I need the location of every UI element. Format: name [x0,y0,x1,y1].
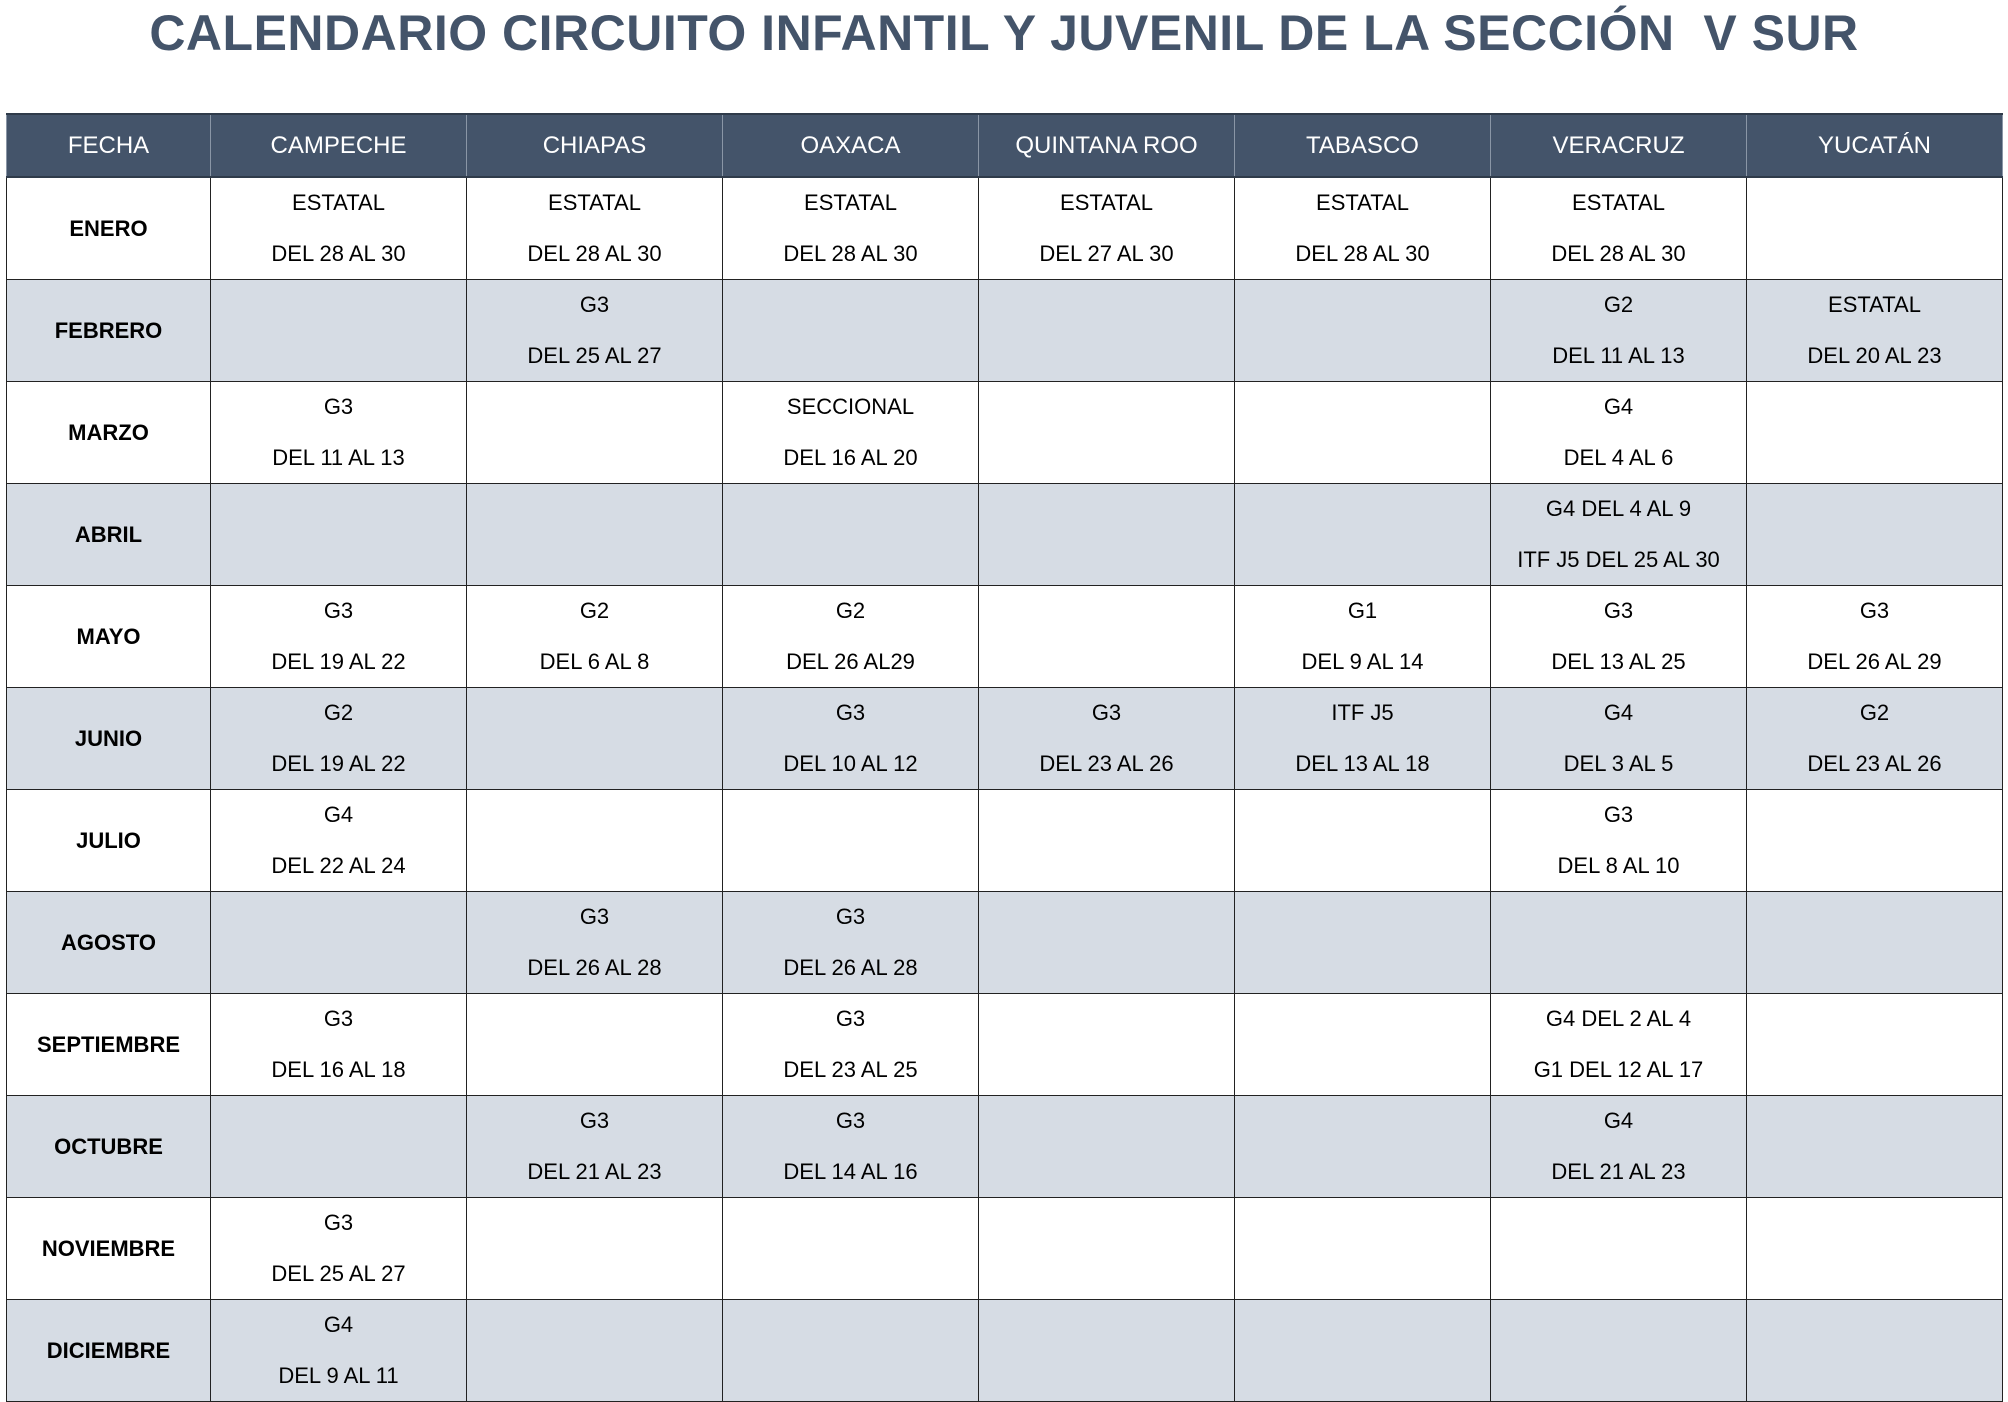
table-row [7,382,2003,484]
cell-yucatan [1747,1198,2003,1300]
header-oaxaca: OAXACA [723,114,979,177]
cell-oaxaca [723,790,979,892]
cell-quintana-roo [979,1198,1235,1300]
event-label: G4 [323,1312,354,1337]
event-label: G2 [835,598,866,623]
event-label [211,904,466,930]
cell-quintana-roo [979,382,1235,484]
event-dates: DEL 11 AL 13 [272,445,405,470]
event-dates [979,649,1234,675]
cell-chiapas [467,1300,723,1402]
cell-yucatan [1747,280,2003,382]
event-dates [1491,1261,1746,1287]
event-dates: DEL 21 AL 23 [527,1159,662,1184]
month-label: SEPTIEMBRE [7,994,211,1096]
cell-tabasco [1235,1198,1491,1300]
cell-campeche [211,586,467,688]
event-dates [1235,1261,1490,1287]
cell-oaxaca [723,1198,979,1300]
event-label [1235,394,1490,420]
cell-oaxaca [723,994,979,1096]
month-label: DICIEMBRE [7,1300,211,1402]
event-dates [723,853,978,879]
event-dates [1747,445,2002,471]
event-label [1235,802,1490,828]
cell-veracruz [1491,280,1747,382]
event-dates: DEL 26 AL 28 [783,955,918,980]
event-dates [467,853,722,879]
cell-veracruz [1491,382,1747,484]
cell-quintana-roo [979,1300,1235,1402]
event-label: G4 [1603,1108,1634,1133]
event-dates [1747,241,2002,267]
event-dates [979,1363,1234,1389]
event-dates [1235,1159,1490,1185]
cell-campeche [211,892,467,994]
cell-veracruz [1491,688,1747,790]
event-label: G3 [323,1006,354,1031]
cell-tabasco [1235,382,1491,484]
event-label: ESTATAL [1060,190,1153,215]
cell-quintana-roo [979,280,1235,382]
event-label [467,802,722,828]
event-label [467,496,722,522]
event-dates [467,547,722,573]
cell-quintana-roo [979,484,1235,586]
event-dates [1491,955,1746,981]
cell-campeche [211,484,467,586]
event-label: G2 [1603,292,1634,317]
cell-tabasco [1235,586,1491,688]
event-dates [467,751,722,777]
event-label [979,598,1234,624]
event-label: G4 [323,802,354,827]
event-dates: DEL 9 AL 11 [278,1363,399,1388]
event-dates: DEL 23 AL 26 [1039,751,1174,776]
table-row [7,1300,2003,1402]
event-label [723,1210,978,1236]
event-label: ESTATAL [1828,292,1921,317]
event-dates: DEL 16 AL 18 [271,1057,406,1082]
cell-oaxaca [723,1300,979,1402]
event-label [467,700,722,726]
event-dates: DEL 20 AL 23 [1807,343,1942,368]
event-label: ITF J5 [1331,700,1394,725]
table-row [7,1198,2003,1300]
event-dates: DEL 6 AL 8 [539,649,650,674]
event-label [723,1312,978,1338]
header-campeche: CAMPECHE [211,114,467,177]
event-label [1235,904,1490,930]
cell-quintana-roo [979,790,1235,892]
event-dates: DEL 10 AL 12 [783,751,918,776]
event-dates [723,1363,978,1389]
event-label: G3 [835,1006,866,1031]
cell-chiapas [467,382,723,484]
cell-oaxaca [723,382,979,484]
cell-chiapas [467,994,723,1096]
cell-campeche [211,688,467,790]
month-label: NOVIEMBRE [7,1198,211,1300]
cell-chiapas [467,688,723,790]
event-dates [979,1057,1234,1083]
cell-campeche [211,1096,467,1198]
cell-yucatan [1747,586,2003,688]
event-dates: DEL 19 AL 22 [271,751,406,776]
month-label: AGOSTO [7,892,211,994]
event-dates [1747,853,2002,879]
event-label [723,496,978,522]
event-label [1235,496,1490,522]
event-dates: DEL 22 AL 24 [271,853,406,878]
event-label: ESTATAL [292,190,385,215]
event-label [1747,496,2002,522]
cell-chiapas [467,790,723,892]
table-row [7,994,2003,1096]
cell-veracruz [1491,586,1747,688]
header-fecha: FECHA [7,114,211,177]
event-label [1747,904,2002,930]
cell-yucatan [1747,382,2003,484]
event-label: G4 [1603,700,1634,725]
event-dates [979,547,1234,573]
event-dates [1235,1363,1490,1389]
event-label [1235,1210,1490,1236]
event-label: G3 [579,1108,610,1133]
event-dates: DEL 8 AL 10 [1557,853,1680,878]
cell-veracruz [1491,892,1747,994]
event-dates: DEL 19 AL 22 [271,649,406,674]
event-label [979,1108,1234,1134]
cell-chiapas [467,586,723,688]
event-dates [211,1159,466,1185]
event-dates: DEL 28 AL 30 [1551,241,1686,266]
event-dates [979,853,1234,879]
event-label [467,394,722,420]
cell-yucatan [1747,790,2003,892]
event-dates [723,547,978,573]
cell-oaxaca [723,586,979,688]
event-dates [1747,1159,2002,1185]
cell-oaxaca [723,177,979,280]
header-quintana-roo: QUINTANA ROO [979,114,1235,177]
event-dates: DEL 23 AL 25 [783,1057,918,1082]
event-dates: DEL 21 AL 23 [1551,1159,1686,1184]
event-dates [467,1363,722,1389]
event-dates: DEL 28 AL 30 [1295,241,1430,266]
event-label [1491,904,1746,930]
cell-veracruz [1491,1198,1747,1300]
month-label: JUNIO [7,688,211,790]
cell-veracruz [1491,1300,1747,1402]
event-label: G4 DEL 2 AL 4 [1545,1006,1692,1031]
event-label [1491,1312,1746,1338]
cell-campeche [211,790,467,892]
cell-campeche [211,1300,467,1402]
cell-tabasco [1235,1300,1491,1402]
event-label: G3 [1603,802,1634,827]
cell-campeche [211,280,467,382]
event-dates: DEL 11 AL 13 [1552,343,1685,368]
event-dates: DEL 28 AL 30 [783,241,918,266]
event-label [979,802,1234,828]
event-label: G3 [323,598,354,623]
event-dates: DEL 16 AL 20 [783,445,918,470]
event-dates [979,955,1234,981]
event-dates [1235,445,1490,471]
event-dates: ITF J5 DEL 25 AL 30 [1517,547,1720,572]
event-dates [211,547,466,573]
event-label: G3 [579,904,610,929]
event-dates: DEL 27 AL 30 [1039,241,1174,266]
event-dates [1491,1363,1746,1389]
cell-quintana-roo [979,994,1235,1096]
month-label: FEBRERO [7,280,211,382]
event-dates [467,445,722,471]
event-label [979,394,1234,420]
cell-chiapas [467,280,723,382]
event-label [1747,1006,2002,1032]
cell-oaxaca [723,280,979,382]
event-label: G3 [1603,598,1634,623]
event-dates: DEL 13 AL 18 [1295,751,1430,776]
page-title: CALENDARIO CIRCUITO INFANTIL Y JUVENIL DE LA SECCIÓN V SUR [149,5,1859,61]
event-label: ESTATAL [1316,190,1409,215]
event-label: G2 [579,598,610,623]
cell-oaxaca [723,484,979,586]
event-label [211,292,466,318]
month-label: MARZO [7,382,211,484]
event-label [1747,190,2002,216]
event-label [1747,1210,2002,1236]
header-chiapas: CHIAPAS [467,114,723,177]
event-label [723,802,978,828]
event-dates: DEL 25 AL 27 [271,1261,406,1286]
event-dates [467,1057,722,1083]
event-dates [1747,955,2002,981]
event-label [979,1210,1234,1236]
cell-chiapas [467,177,723,280]
event-dates [211,955,466,981]
table-row [7,280,2003,382]
cell-campeche [211,177,467,280]
cell-chiapas [467,1096,723,1198]
event-label: SECCIONAL [786,394,915,419]
event-label: G2 [323,700,354,725]
cell-campeche [211,994,467,1096]
cell-yucatan [1747,1096,2003,1198]
header-row [7,114,2003,177]
event-label: G4 DEL 4 AL 9 [1545,496,1692,521]
event-dates: DEL 4 AL 6 [1563,445,1674,470]
event-label: ESTATAL [548,190,641,215]
event-dates [467,1261,722,1287]
event-dates: DEL 28 AL 30 [527,241,662,266]
event-label: ESTATAL [1572,190,1665,215]
event-dates [211,343,466,369]
month-label: OCTUBRE [7,1096,211,1198]
header-tabasco: TABASCO [1235,114,1491,177]
table-row [7,484,2003,586]
event-dates [1235,853,1490,879]
event-dates [723,343,978,369]
month-label: ABRIL [7,484,211,586]
event-dates [1235,547,1490,573]
event-label [979,1006,1234,1032]
cell-veracruz [1491,790,1747,892]
event-label [1235,1006,1490,1032]
cell-yucatan [1747,1300,2003,1402]
event-dates [1747,1261,2002,1287]
event-label [1235,1312,1490,1338]
event-dates [1747,1057,2002,1083]
cell-tabasco [1235,484,1491,586]
cell-veracruz [1491,1096,1747,1198]
event-dates: G1 DEL 12 AL 17 [1533,1057,1704,1082]
event-label [1747,394,2002,420]
cell-tabasco [1235,790,1491,892]
event-label [211,1108,466,1134]
cell-campeche [211,1198,467,1300]
event-dates [979,343,1234,369]
cell-oaxaca [723,688,979,790]
cell-tabasco [1235,994,1491,1096]
event-dates: DEL 9 AL 14 [1301,649,1424,674]
event-label: G1 [1347,598,1378,623]
event-label [1491,1210,1746,1236]
event-label: G3 [1859,598,1890,623]
cell-quintana-roo [979,586,1235,688]
cell-quintana-roo [979,1096,1235,1198]
cell-yucatan [1747,688,2003,790]
event-label [723,292,978,318]
event-label [467,1312,722,1338]
event-label: G3 [323,394,354,419]
cell-quintana-roo [979,177,1235,280]
cell-oaxaca [723,892,979,994]
event-label [1747,1108,2002,1134]
event-label [979,1312,1234,1338]
event-label [467,1006,722,1032]
event-dates: DEL 26 AL29 [786,649,915,674]
event-label: G3 [835,904,866,929]
event-label: G3 [579,292,610,317]
event-dates: DEL 25 AL 27 [527,343,662,368]
cell-yucatan [1747,177,2003,280]
event-label: G3 [323,1210,354,1235]
cell-campeche [211,382,467,484]
cell-tabasco [1235,892,1491,994]
cell-tabasco [1235,1096,1491,1198]
cell-veracruz [1491,177,1747,280]
month-label: MAYO [7,586,211,688]
event-dates [1235,955,1490,981]
cell-veracruz [1491,484,1747,586]
event-dates [723,1261,978,1287]
event-label [979,904,1234,930]
event-dates [1235,343,1490,369]
cell-tabasco [1235,177,1491,280]
event-label: G2 [1859,700,1890,725]
header-yucatan: YUCATÁN [1747,114,2003,177]
month-label: JULIO [7,790,211,892]
event-dates: DEL 3 AL 5 [1563,751,1674,776]
cell-oaxaca [723,1096,979,1198]
table-row [7,790,2003,892]
event-label [979,292,1234,318]
cell-yucatan [1747,892,2003,994]
table-row [7,177,2003,280]
table-row [7,1096,2003,1198]
event-dates: DEL 23 AL 26 [1807,751,1942,776]
cell-tabasco [1235,688,1491,790]
event-label [1235,292,1490,318]
cell-quintana-roo [979,688,1235,790]
cell-chiapas [467,1198,723,1300]
event-dates: DEL 26 AL 29 [1807,649,1942,674]
cell-tabasco [1235,280,1491,382]
cell-yucatan [1747,994,2003,1096]
event-label: ESTATAL [804,190,897,215]
event-dates [979,1261,1234,1287]
event-dates [1747,547,2002,573]
event-label [1747,802,2002,828]
event-label [211,496,466,522]
event-dates [1747,1363,2002,1389]
event-dates: DEL 28 AL 30 [271,241,406,266]
event-label [1747,1312,2002,1338]
month-label: ENERO [7,177,211,280]
cell-yucatan [1747,484,2003,586]
event-label [467,1210,722,1236]
event-dates: DEL 26 AL 28 [527,955,662,980]
event-dates [979,1159,1234,1185]
event-label: G3 [835,1108,866,1133]
event-label [1235,1108,1490,1134]
event-dates [1235,1057,1490,1083]
event-dates: DEL 14 AL 16 [783,1159,918,1184]
event-dates: DEL 13 AL 25 [1551,649,1686,674]
event-label [979,496,1234,522]
header-veracruz: VERACRUZ [1491,114,1747,177]
event-label: G3 [835,700,866,725]
event-label: G4 [1603,394,1634,419]
cell-chiapas [467,892,723,994]
cell-quintana-roo [979,892,1235,994]
cell-chiapas [467,484,723,586]
table-row [7,688,2003,790]
table-row [7,892,2003,994]
calendar-table [6,113,2003,1402]
event-label: G3 [1091,700,1122,725]
event-dates [979,445,1234,471]
table-row [7,586,2003,688]
cell-veracruz [1491,994,1747,1096]
